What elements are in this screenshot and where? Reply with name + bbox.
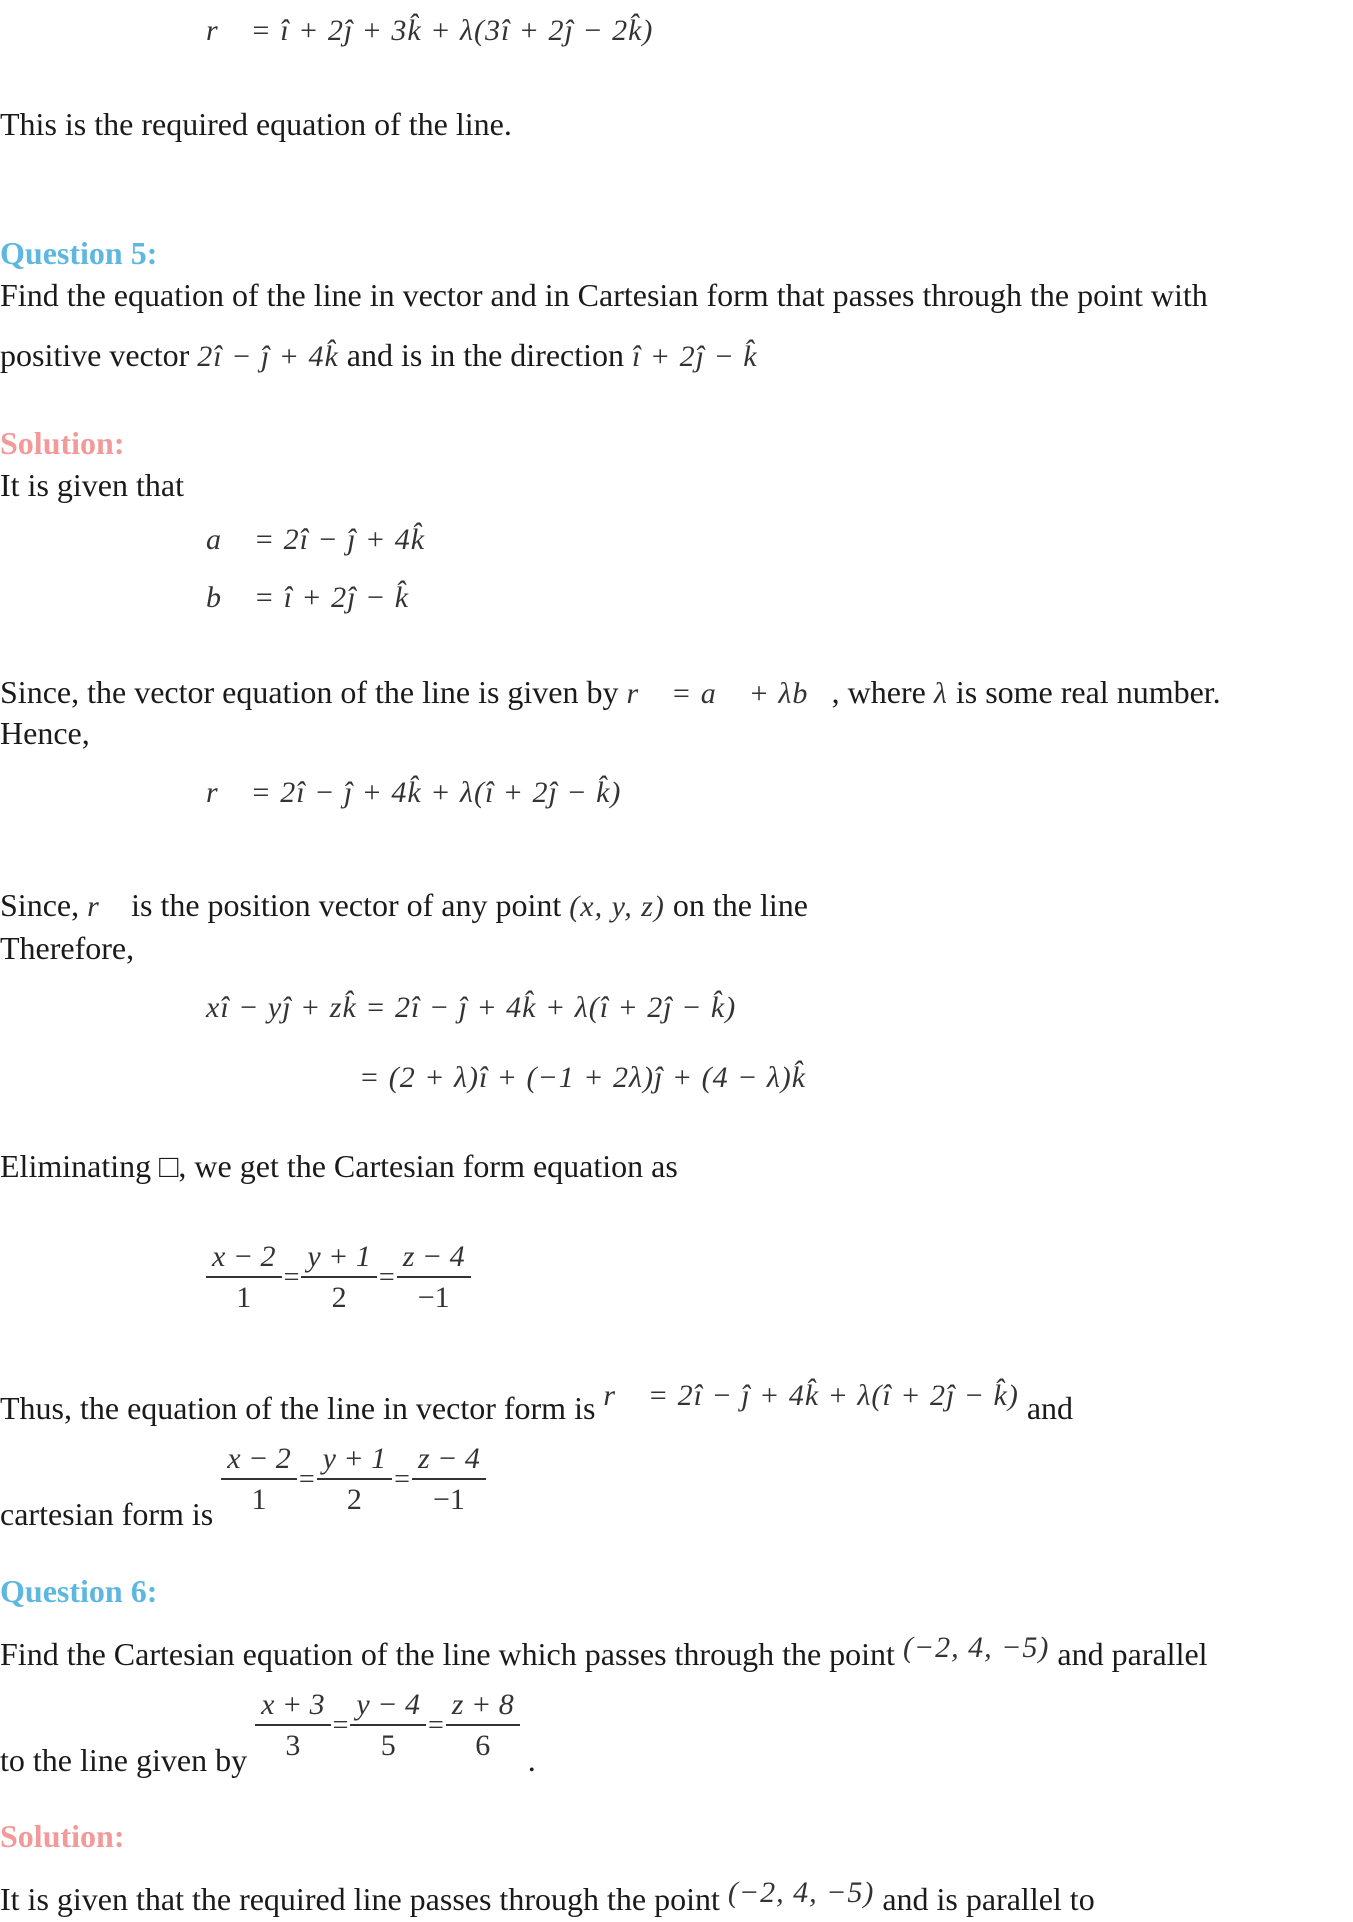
text: It is given that the required line passes through the point xyxy=(0,1881,720,1917)
text: and is parallel to xyxy=(882,1881,1095,1917)
point: (−2, 4, −5) xyxy=(727,1876,875,1909)
point: (−2, 4, −5) xyxy=(902,1631,1050,1664)
equals: = xyxy=(394,1464,410,1495)
numerator: y − 4 xyxy=(350,1686,426,1726)
numerator: x + 3 xyxy=(255,1686,331,1726)
point-xyz: (x, y, z) xyxy=(569,890,665,923)
denominator: 2 xyxy=(331,1281,347,1314)
text: and xyxy=(1026,1390,1074,1426)
question-5-heading: Question 5: xyxy=(0,235,158,271)
text: is the position vector of any point xyxy=(131,887,562,923)
question-6-text-2 xyxy=(0,1686,536,1779)
r-equation: r⃗ = 2î − ĵ + 4k̂ + λ(î + 2ĵ − k̂) xyxy=(206,776,622,809)
text: on the line xyxy=(672,887,808,923)
equals: = xyxy=(332,1710,349,1741)
denominator: 3 xyxy=(285,1729,301,1762)
solution-5-heading: Solution: xyxy=(0,425,125,461)
q5-text: positive vector xyxy=(0,337,190,373)
numerator: z − 4 xyxy=(412,1440,486,1480)
q5-vector-a: 2î − ĵ + 4k̂ xyxy=(197,340,339,373)
missing-glyph-box: □ xyxy=(159,1148,179,1184)
xyz-equation-expanded: = (2 + λ)î + (−1 + 2λ)ĵ + (4 − λ)k̂ xyxy=(359,1061,807,1094)
xyz-equation: xî − yĵ + zk̂ = 2î − ĵ + 4k̂ + λ(î + 2ĵ − k̂) xyxy=(206,991,737,1024)
denominator: −1 xyxy=(432,1483,465,1516)
a-equation: a⃗ = 2î − ĵ + 4k̂ xyxy=(206,523,426,556)
text: , where xyxy=(831,674,926,710)
cartesian-fraction-1 xyxy=(206,1238,471,1318)
text: Find the Cartesian equation of the line which passes through the point xyxy=(0,1636,895,1672)
solution-6-text xyxy=(0,1876,1095,1921)
text: Eliminating xyxy=(0,1148,152,1184)
equals: = xyxy=(378,1262,395,1293)
r-vector: r⃗ xyxy=(87,890,124,923)
text: and parallel xyxy=(1057,1636,1208,1672)
numerator: x − 2 xyxy=(206,1238,282,1278)
cartesian-form-statement xyxy=(0,1440,486,1533)
question-5-text-2 xyxy=(0,335,758,377)
text: Thus, the equation of the line in vector form is xyxy=(0,1390,596,1426)
required-line-text: This is the required equation of the line. xyxy=(0,106,512,142)
position-vector-statement xyxy=(0,885,808,927)
fraction-x xyxy=(206,1238,282,1318)
solution-6-heading: Solution: xyxy=(0,1818,125,1854)
numerator: y + 1 xyxy=(317,1440,393,1480)
b-equation: b⃗ = î + 2ĵ − k̂ xyxy=(206,581,410,614)
vector-form-eq: r⃗ = 2î − ĵ + 4k̂ + λ(î + 2ĵ − k̂) xyxy=(603,1379,1019,1412)
denominator: 6 xyxy=(475,1729,491,1762)
equals: = xyxy=(283,1262,300,1293)
question-6-text-1 xyxy=(0,1631,1208,1676)
text: Since, xyxy=(0,887,80,923)
numerator: y + 1 xyxy=(301,1238,377,1278)
question-6-heading: Question 6: xyxy=(0,1573,158,1609)
numerator: x − 2 xyxy=(221,1440,297,1480)
period: . xyxy=(527,1742,536,1779)
text: to the line given by xyxy=(0,1742,248,1779)
denominator: 5 xyxy=(380,1729,396,1762)
denominator: −1 xyxy=(417,1281,450,1314)
fraction-y xyxy=(301,1238,377,1318)
denominator: 1 xyxy=(236,1281,252,1314)
denominator: 1 xyxy=(251,1483,267,1516)
equals: = xyxy=(427,1710,444,1741)
numerator: z + 8 xyxy=(446,1686,520,1726)
hence-text: Hence, xyxy=(0,715,90,751)
vector-equation-statement xyxy=(0,672,1221,714)
text: , we get the Cartesian form equation as xyxy=(178,1148,678,1184)
vector-eq: r⃗ = a⃗ + λb⃗ xyxy=(626,677,832,710)
given-text: It is given that xyxy=(0,467,184,503)
lambda: λ xyxy=(933,677,948,710)
denominator: 2 xyxy=(346,1483,362,1516)
question-5-text-1: Find the equation of the line in vector and in Cartesian form that passes through the point with xyxy=(0,277,1208,313)
text: Since, the vector equation of the line is given by xyxy=(0,674,619,710)
q5-text: and is in the direction xyxy=(346,337,625,373)
text: is some real number. xyxy=(955,674,1221,710)
equals: = xyxy=(298,1464,315,1495)
top-equation: r⃗ = î + 2ĵ + 3k̂ + λ(3î + 2ĵ − 2k̂) xyxy=(206,14,654,47)
text: cartesian form is xyxy=(0,1496,214,1533)
vector-form-statement xyxy=(0,1379,1074,1430)
numerator: z − 4 xyxy=(397,1238,471,1278)
eliminating-text xyxy=(0,1146,678,1186)
therefore-text: Therefore, xyxy=(0,930,135,966)
fraction-z xyxy=(397,1238,471,1318)
q5-vector-b: î + 2ĵ − k̂ xyxy=(632,340,758,373)
